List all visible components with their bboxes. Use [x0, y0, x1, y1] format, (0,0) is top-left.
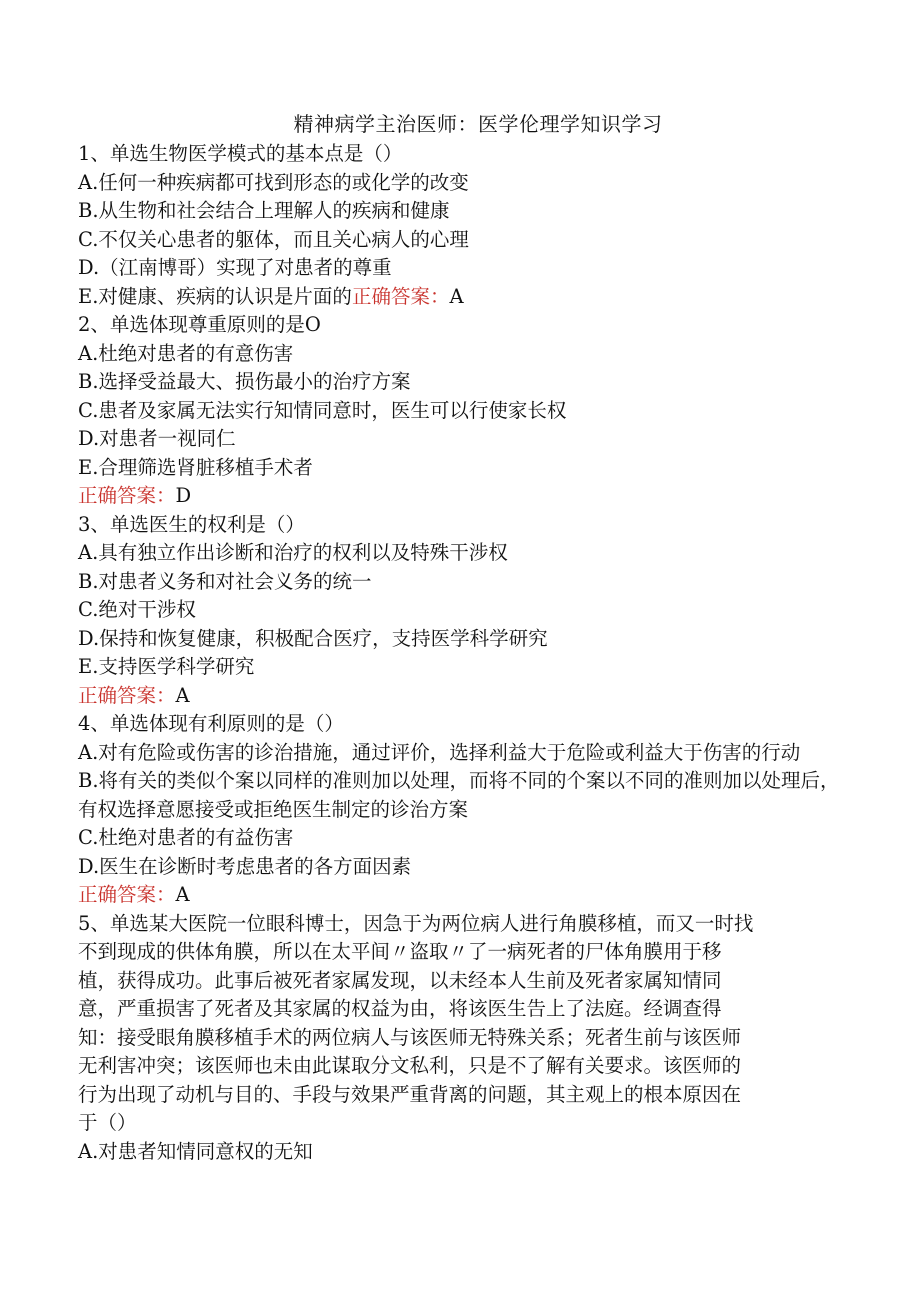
- question-stem-line: 植，获得成功。此事后被死者家属发现，以未经本人生前及死者家属知情同: [78, 968, 722, 992]
- answer-value: A: [449, 284, 464, 308]
- option-e: E.对健康、疾病的认识是片面的: [78, 284, 352, 308]
- page-title: 精神病学主治医师：医学伦理学知识学习: [293, 112, 663, 136]
- question-stem-line: 意，严重损害了死者及其家属的权益为由，将该医生告上了法庭。经调查得: [78, 997, 722, 1020]
- option-c: C.杜绝对患者的有益伤害: [78, 826, 294, 849]
- answer-label: 正确答案：: [78, 683, 176, 707]
- option-d: D.（江南博哥）实现了对患者的尊重: [78, 256, 392, 279]
- question-stem-line: 知：接受眼角膜移植手术的两位病人与该医师无特殊关系；死者生前与该医师: [78, 1025, 742, 1049]
- answer-line: [78, 482, 858, 511]
- question-stem-line: 无利害冲突；该医师也未由此谋取分文私利，只是不了解有关要求。该医师的: [78, 1054, 742, 1077]
- document-page: [78, 108, 858, 1166]
- answer-label: 正确答案：: [78, 484, 176, 507]
- option-e: E.支持医学科学研究: [78, 655, 255, 678]
- option-e-with-answer: [78, 283, 858, 312]
- answer-value: A: [175, 683, 190, 707]
- question-stem: 2、单选体现尊重原则的是O: [78, 313, 321, 336]
- option-a: A.对有危险或伤害的诊治措施，通过评价，选择利益大于危险或利益大于伤害的行动: [78, 740, 801, 764]
- option-c: C.不仅关心患者的躯体，而且关心病人的心理: [78, 227, 469, 251]
- option-b: B.选择受益最大、损伤最小的治疗方案: [78, 370, 411, 393]
- option-a: A.具有独立作出诊断和治疗的权利以及特殊干涉权: [78, 541, 508, 564]
- answer-label: 正确答案：: [351, 284, 450, 308]
- option-b: B.将有关的类似个案以同样的准则加以处理，而将不同的个案以不同的准则加以处理后，有权选择意愿接受或拒绝医生制定的诊治方案: [78, 769, 840, 821]
- option-c: C.患者及家属无法实行知情同意时，医生可以行使家长权: [78, 398, 567, 422]
- option-a: A.杜绝对患者的有意伤害: [78, 341, 294, 365]
- answer-value: D: [175, 484, 192, 507]
- question-stem-line: 5、单选某大医院一位眼科博士，因急于为两位病人进行角膜移植，而又一时找: [78, 911, 754, 935]
- option-d: D.保持和恢复健康，积极配合医疗，支持医学科学研究: [78, 626, 548, 650]
- option-b: B.对患者义务和对社会义务的统一: [78, 569, 372, 593]
- answer-line: [78, 682, 858, 711]
- answer-label: 正确答案：: [78, 883, 176, 906]
- question-stem-line: 行为出现了动机与目的、手段与效果严重背离的问题，其主观上的根本原因在: [78, 1082, 742, 1106]
- option-a: A.对患者知情同意权的无知: [78, 1139, 313, 1163]
- question-stem: 3、单选医生的权利是（）: [78, 512, 305, 536]
- question-stem: 4、单选体现有利原则的是（）: [78, 712, 344, 735]
- option-d: D.对患者一视同仁: [78, 427, 236, 450]
- answer-line: [78, 881, 858, 910]
- option-d: D.医生在诊断时考虑患者的各方面因素: [78, 854, 412, 878]
- option-c: C.绝对干涉权: [78, 598, 196, 621]
- option-b: B.从生物和社会结合上理解人的疾病和健康: [78, 199, 450, 222]
- question-stem-line: 不到现成的供体角膜，所以在太平间〃盗取〃了一病死者的尸体角膜用于移: [78, 940, 722, 963]
- question-stem-line: 于（）: [78, 1111, 137, 1134]
- question-stem: 1、单选生物医学模式的基本点是（）: [78, 142, 403, 165]
- answer-value: A: [175, 883, 190, 906]
- option-a: A.任何一种疾病都可找到形态的或化学的改变: [78, 170, 469, 194]
- option-e: E.合理筛选肾脏移植手术者: [78, 455, 313, 479]
